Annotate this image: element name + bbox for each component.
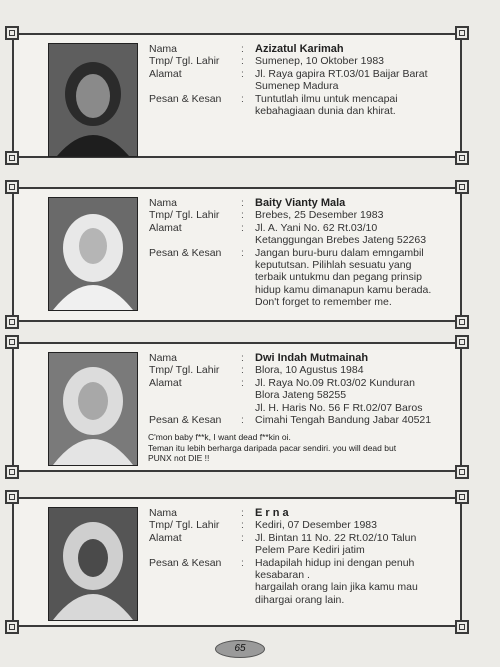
- profile-name: Dwi Indah Mutmainah: [255, 352, 369, 364]
- corner-ornament: [5, 335, 19, 349]
- extra-line: Teman itu lebih berharga daripada pacar sendiri. you will dead but: [148, 442, 397, 453]
- message-label: Pesan & Kesan: [149, 246, 222, 259]
- profile-photo: [48, 197, 138, 311]
- message-line: kepututsan. Pilihlah sesuatu yang: [255, 259, 412, 272]
- corner-ornament: [5, 620, 19, 634]
- profile-photo: [48, 507, 138, 621]
- message-label: Pesan & Kesan: [149, 556, 222, 569]
- profile-card-4: [12, 497, 462, 627]
- corner-ornament: [5, 151, 19, 165]
- profile-info: [149, 507, 450, 606]
- corner-ornament: [5, 26, 19, 40]
- name-label: Nama: [149, 197, 178, 209]
- extra-line: PUNX not DIE !!: [148, 453, 210, 463]
- separator: :: [241, 364, 244, 377]
- address-line: Pelem Pare Kediri jatim: [255, 544, 365, 557]
- profile-photo: [48, 352, 138, 466]
- separator: :: [241, 43, 244, 55]
- separator: :: [241, 414, 244, 427]
- corner-ornament: [455, 315, 469, 329]
- message-label: Pesan & Kesan: [149, 414, 222, 427]
- address-line: Jl. Raya gapira RT.03/01 Baijar Barat: [255, 67, 428, 80]
- separator: :: [241, 507, 244, 519]
- profile-card-1: [12, 33, 462, 158]
- address-label: Alamat: [149, 531, 182, 544]
- corner-ornament: [455, 151, 469, 165]
- message-label: Pesan & Kesan: [149, 92, 222, 105]
- profile-name: E r n a: [255, 507, 289, 519]
- corner-ornament: [455, 490, 469, 504]
- name-label: Nama: [149, 507, 178, 519]
- corner-ornament: [455, 620, 469, 634]
- extra-line: C'mon baby f**k, I want dead f**kin oi.: [148, 432, 291, 442]
- profile-name: Azizatul Karimah: [255, 43, 344, 55]
- page-number: 65: [215, 640, 265, 658]
- message-line: Cimahi Tengah Bandung Jabar 40521: [255, 414, 432, 427]
- corner-ornament: [5, 465, 19, 479]
- profile-photo: [48, 43, 138, 157]
- address-line: Blora Jateng 58255: [255, 389, 347, 402]
- separator: :: [241, 519, 244, 532]
- separator: :: [241, 376, 244, 389]
- message-line: kesabaran .: [255, 569, 310, 582]
- corner-ornament: [455, 335, 469, 349]
- name-label: Nama: [149, 43, 178, 55]
- separator: :: [241, 221, 244, 234]
- message-line: Jangan buru-buru dalam emngambil: [255, 246, 424, 259]
- profile-info: [149, 352, 450, 426]
- separator: :: [241, 67, 244, 80]
- message-line: Tuntutlah ilmu untuk mencapai: [255, 92, 398, 105]
- profile-name: Baity Vianty Mala: [255, 197, 346, 209]
- separator: :: [241, 556, 244, 569]
- message-line: dihargai orang lain.: [255, 593, 345, 606]
- birth-label: Tmp/ Tgl. Lahir: [149, 364, 220, 377]
- address-line: Jl. Bintan 11 No. 22 Rt.02/10 Talun: [255, 531, 417, 544]
- message-line: kebahagiaan dunia dan khirat.: [255, 105, 396, 118]
- message-line: hidup kamu dimanapun kamu berada.: [255, 283, 432, 296]
- corner-ornament: [5, 180, 19, 194]
- birth-label: Tmp/ Tgl. Lahir: [149, 209, 220, 222]
- address-line: Sumenep Madura: [255, 80, 339, 93]
- corner-ornament: [5, 315, 19, 329]
- address-line: Jl. H. Haris No. 56 F Rt.02/07 Baros: [255, 401, 423, 414]
- address-label: Alamat: [149, 221, 182, 234]
- address-label: Alamat: [149, 67, 182, 80]
- name-label: Nama: [149, 352, 178, 364]
- separator: :: [241, 92, 244, 105]
- address-line: Jl. Raya No.09 Rt.03/02 Kunduran: [255, 376, 415, 389]
- corner-ornament: [455, 465, 469, 479]
- corner-ornament: [455, 180, 469, 194]
- separator: :: [241, 55, 244, 68]
- message-line: terbaik untukmu dan pegang prinsip: [255, 271, 422, 284]
- address-label: Alamat: [149, 376, 182, 389]
- address-line: Ketanggungan Brebes Jateng 52263: [255, 234, 427, 247]
- separator: :: [241, 209, 244, 222]
- separator: :: [241, 246, 244, 259]
- extra-message: [148, 432, 454, 464]
- profile-card-2: [12, 187, 462, 322]
- profile-info: [149, 197, 450, 309]
- corner-ornament: [455, 26, 469, 40]
- birth-value: Sumenep, 10 Oktober 1983: [255, 55, 385, 68]
- separator: :: [241, 352, 244, 364]
- message-line: hargailah orang lain jika kamu mau: [255, 581, 418, 594]
- birth-value: Kediri, 07 Desember 1983: [255, 519, 377, 532]
- message-line: Don't forget to remember me.: [255, 296, 392, 309]
- birth-label: Tmp/ Tgl. Lahir: [149, 55, 220, 68]
- profile-info: [149, 43, 450, 117]
- message-line: Hadapilah hidup ini dengan penuh: [255, 556, 415, 569]
- separator: :: [241, 531, 244, 544]
- birth-value: Brebes, 25 Desember 1983: [255, 209, 384, 222]
- corner-ornament: [5, 490, 19, 504]
- address-line: Jl. A. Yani No. 62 Rt.03/10: [255, 221, 378, 234]
- profile-card-3: [12, 342, 462, 472]
- birth-value: Blora, 10 Agustus 1984: [255, 364, 364, 377]
- separator: :: [241, 197, 244, 209]
- birth-label: Tmp/ Tgl. Lahir: [149, 519, 220, 532]
